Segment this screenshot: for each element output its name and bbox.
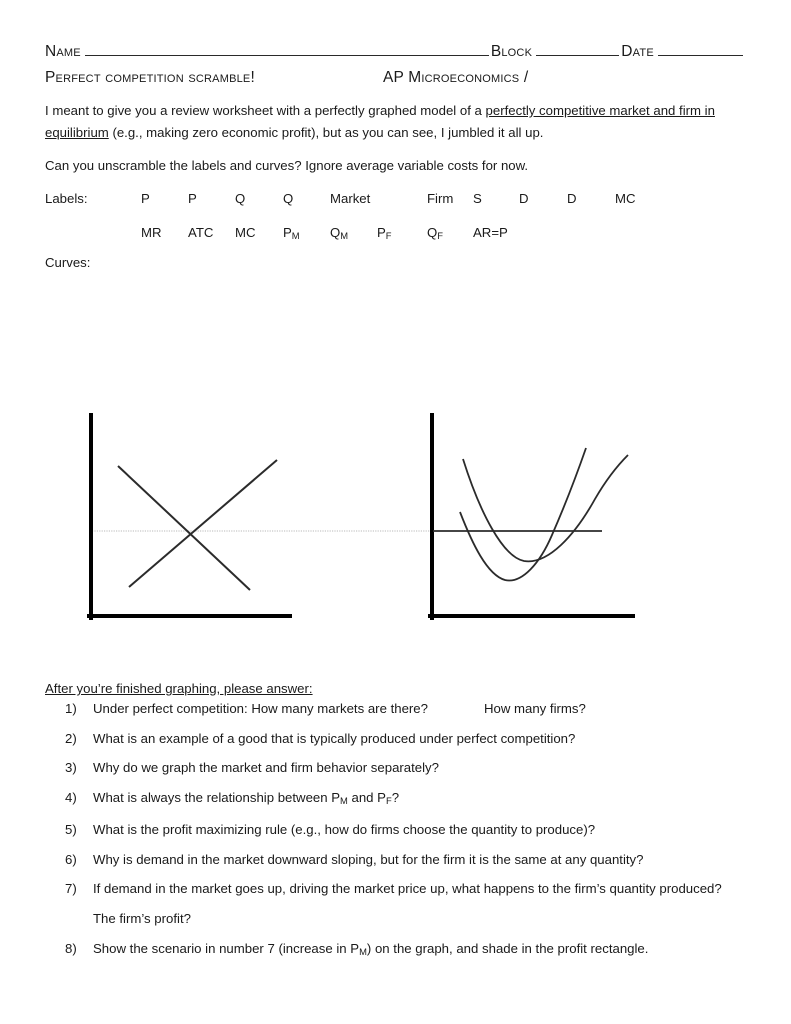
question-text: What is always the relationship between $P_M$ and $P_F$?: [93, 789, 400, 806]
intro-paragraph: [45, 100, 735, 144]
question-text: Why do we graph the market and firm behavior separately?: [93, 760, 439, 775]
market-upward-sloping-line[interactable]: [129, 460, 277, 587]
date-blank-line[interactable]: [658, 42, 743, 56]
intro-underlined-phrase: perfectly competitive market and firm in equilibrium: [45, 103, 715, 140]
question-number: 8): [65, 940, 77, 956]
label-item[interactable]: $P_M$: [283, 225, 300, 241]
labels-lead: Labels:: [45, 191, 88, 206]
label-item[interactable]: P: [188, 191, 197, 206]
question-text: Show the scenario in number 7 (increase in $P_M$) on the graph, and shade in the profit rectangle.: [93, 940, 649, 957]
labels-block: [45, 188, 745, 256]
question-number: 1): [65, 701, 77, 716]
question-text-secondary: How many firms?: [483, 701, 586, 716]
label-item[interactable]: AR=P: [473, 225, 508, 240]
question-continuation: The firm’s profit?: [93, 911, 191, 926]
question-item: [45, 787, 745, 811]
label-item[interactable]: $Q_F$: [427, 225, 444, 241]
name-blank-line[interactable]: [85, 42, 489, 56]
question-item: [45, 698, 745, 719]
labels-row-2: [45, 222, 745, 256]
label-item[interactable]: Firm: [427, 191, 454, 206]
label-item[interactable]: Market: [330, 191, 371, 206]
market-graph: [89, 415, 290, 618]
questions-list: [45, 698, 745, 970]
question-text: What is the profit maximizing rule (e.g., how do firms choose the quantity to produce)?: [93, 822, 596, 837]
page-header: [45, 42, 745, 88]
question-number: 4): [65, 789, 77, 805]
label-item[interactable]: ATC: [188, 225, 214, 240]
question-number: 3): [65, 760, 77, 775]
block-label: Block: [490, 43, 533, 60]
name-label: Name: [45, 43, 81, 60]
question-item: [45, 849, 745, 870]
question-item: [45, 938, 745, 962]
intro-text-part2: (e.g., making zero economic profit), but as you can see, I jumbled it all up.: [108, 125, 544, 140]
worksheet-title: Perfect competition scramble!: [45, 69, 255, 86]
question-number: 5): [65, 822, 77, 837]
intro-text-part1: I meant to give you a review worksheet with a perfectly graphed model of a: [45, 103, 486, 118]
label-item[interactable]: D: [519, 191, 529, 206]
curves-lead: Curves:: [45, 255, 91, 270]
question-text: If demand in the market goes up, driving the market price up, what happens to the firm’s quantity produced?: [93, 881, 722, 896]
firm-wide-u-curve[interactable]: [463, 455, 628, 561]
question-number: 2): [65, 730, 77, 746]
market-downward-sloping-line[interactable]: [118, 466, 250, 590]
question-item: [45, 757, 745, 778]
date-label: Date: [621, 43, 654, 60]
label-item[interactable]: P: [141, 191, 150, 206]
unscramble-paragraph: Can you unscramble the labels and curves? Ignore average variable costs for now.: [45, 158, 529, 173]
label-item[interactable]: D: [567, 191, 577, 206]
question-number: 6): [65, 851, 77, 867]
question-number: 7): [65, 881, 77, 896]
question-text: What is an example of a good that is typically produced under perfect competition?: [93, 730, 576, 746]
header-name-row: [45, 42, 745, 62]
label-item[interactable]: $P_F$: [377, 225, 392, 241]
question-text: Under perfect competition: How many markets are there?: [93, 701, 428, 716]
graphs-area: [0, 395, 791, 640]
question-item: [45, 728, 745, 749]
course-name: AP Microeconomics /: [382, 69, 529, 86]
question-item: [45, 878, 745, 929]
question-text: Why is demand in the market downward sloping, but for the firm it is the same at any quantity?: [93, 851, 644, 867]
block-blank-line[interactable]: [536, 42, 619, 56]
question-item: [45, 819, 745, 840]
label-item[interactable]: S: [473, 191, 482, 206]
label-item[interactable]: MR: [141, 225, 162, 240]
header-title-row: [45, 68, 745, 88]
label-item[interactable]: Q: [235, 191, 246, 206]
label-item[interactable]: MC: [235, 225, 256, 240]
labels-row-1: [45, 188, 745, 222]
answer-section-heading: After you’re finished graphing, please answer:: [45, 681, 313, 696]
firm-graph: [430, 415, 633, 618]
label-item[interactable]: Q: [283, 191, 294, 206]
label-item[interactable]: MC: [615, 191, 636, 206]
label-item[interactable]: $Q_M$: [330, 225, 349, 241]
